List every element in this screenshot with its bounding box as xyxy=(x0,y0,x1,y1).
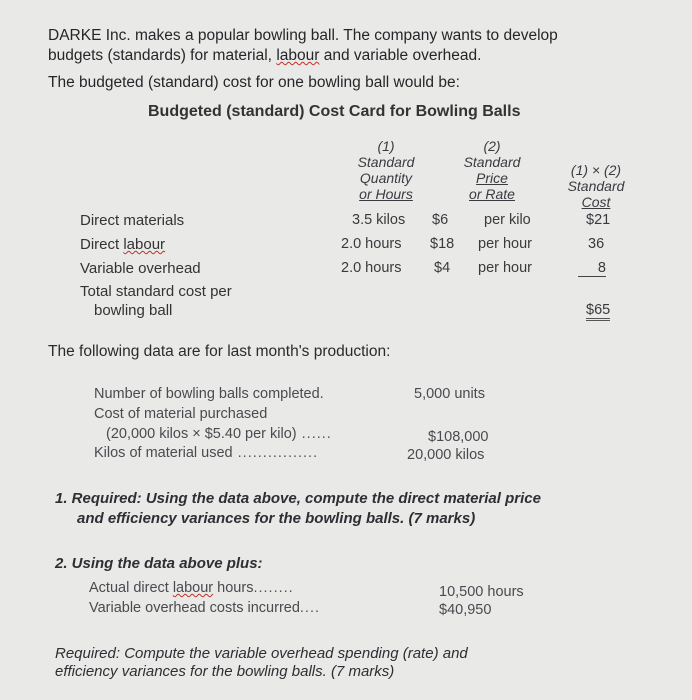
row-variable-overhead-qty: 2.0 hours xyxy=(341,260,402,276)
question-1-line-1: 1. Required: Using the data above, compute the direct material price xyxy=(55,490,541,507)
material-used-label-text: Kilos of material used xyxy=(94,445,233,461)
row-direct-labour-price: $18 xyxy=(430,236,455,252)
total-cost-label-1: Total standard cost per xyxy=(80,283,232,300)
balls-completed-value: 5,000 units xyxy=(414,386,485,402)
row-variable-overhead-cost: 8 xyxy=(578,260,606,277)
actual-labour-hours-label xyxy=(89,580,294,596)
row-direct-labour-qty: 2.0 hours xyxy=(341,236,402,252)
col3-line3: Cost xyxy=(581,194,611,210)
question-1-line-2: and efficiency variances for the bowling balls. (7 marks) xyxy=(77,510,476,527)
col3-line1: (1) × (2) xyxy=(570,162,622,178)
row-variable-overhead-label: Variable overhead xyxy=(80,260,201,277)
leader-dots: ................ xyxy=(232,445,319,461)
col2-number: (2) xyxy=(483,138,501,154)
leader-dots: ...... xyxy=(296,426,332,442)
row-direct-labour-per: per hour xyxy=(478,236,533,252)
intro-line-3: The budgeted (standard) cost for one bowling ball would be: xyxy=(48,74,460,91)
row-direct-materials-qty: 3.5 kilos xyxy=(352,212,406,228)
col2-line3: or Rate xyxy=(469,186,515,202)
intro-line-2-end: and variable overhead. xyxy=(319,47,482,64)
material-used-value: 20,000 kilos xyxy=(407,447,485,463)
question-2-heading: 2. Using the data above plus: xyxy=(55,555,263,572)
leader-dots: ........ xyxy=(253,580,294,596)
total-cost-value: $65 xyxy=(586,302,610,321)
col2-line1: Standard xyxy=(463,154,521,170)
col1-line1: Standard xyxy=(357,154,415,170)
row-direct-labour-cost: 36 xyxy=(588,236,605,252)
row-labour-word: labour xyxy=(123,236,166,253)
row-variable-overhead-per: per hour xyxy=(478,260,533,276)
col-standard-quantity-header xyxy=(350,138,422,202)
row-direct-materials-per: per kilo xyxy=(484,212,531,228)
row-direct-labour-text: Direct xyxy=(80,236,124,253)
col1-line3: or Hours xyxy=(359,186,413,202)
intro-line-1: DARKE Inc. makes a popular bowling ball. The company wants to develop xyxy=(48,27,558,44)
actual-labour-hours-end: hours xyxy=(213,580,254,596)
row-direct-materials-cost: $21 xyxy=(586,212,611,228)
overhead-incurred-label xyxy=(89,600,320,616)
question-2-required-line-1: Required: Compute the variable overhead spending (rate) and xyxy=(55,645,468,662)
col1-line2: Quantity xyxy=(359,170,413,186)
col2-line2: Price xyxy=(476,170,508,186)
actual-labour-hours-text: Actual direct xyxy=(89,580,173,596)
overhead-incurred-value: $40,950 xyxy=(439,602,492,618)
actual-labour-hours-value: 10,500 hours xyxy=(439,584,524,600)
material-purchased-detail xyxy=(106,426,332,442)
col-standard-cost-header xyxy=(560,162,632,210)
balls-completed-label: Number of bowling balls completed. xyxy=(94,386,324,402)
material-used-label xyxy=(94,445,318,461)
leader-dots: .... xyxy=(299,600,321,616)
row-direct-materials-label: Direct materials xyxy=(80,212,185,229)
material-purchased-value: $108,000 xyxy=(428,429,489,445)
intro-line-2-text: budgets (standards) for material, xyxy=(48,47,277,64)
production-heading: The following data are for last month's production: xyxy=(48,343,391,360)
question-2-required-line-2: efficiency variances for the bowling balls. (7 marks) xyxy=(55,663,395,680)
col3-line2: Standard xyxy=(567,178,625,194)
row-direct-labour-label xyxy=(80,236,165,253)
overhead-incurred-text: Variable overhead costs incurred xyxy=(89,600,300,616)
row-direct-materials-price: $6 xyxy=(432,212,449,228)
col-standard-price-header xyxy=(452,138,532,202)
total-cost-label-2: bowling ball xyxy=(94,302,173,319)
col1-number: (1) xyxy=(377,138,395,154)
cost-card-title: Budgeted (standard) Cost Card for Bowling Balls xyxy=(148,103,521,120)
row-variable-overhead-price: $4 xyxy=(434,260,451,276)
intro-line-2 xyxy=(48,46,481,66)
intro-labour-word: labour xyxy=(276,47,320,64)
actual-labour-word: labour xyxy=(172,580,214,596)
material-purchased-detail-text: (20,000 kilos × $5.40 per kilo) xyxy=(106,426,297,442)
material-purchased-label: Cost of material purchased xyxy=(94,406,268,422)
